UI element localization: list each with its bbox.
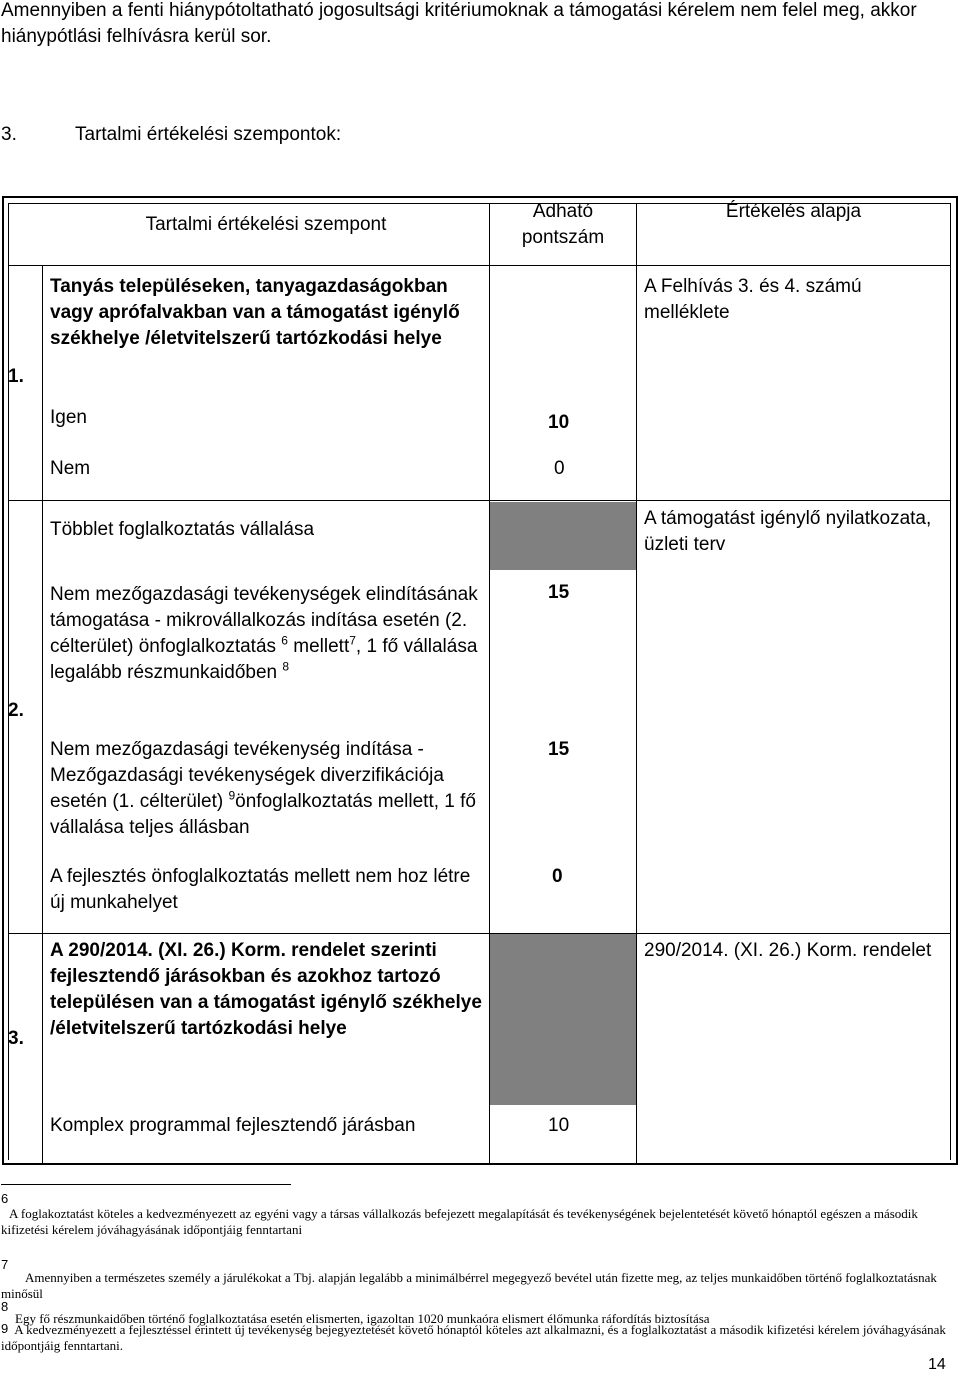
option-label: Nem <box>50 458 91 479</box>
criterion-title: Tanyás településeken, tanyagazdaságokban vagy aprófalvakban van a támogatást igénylő székhelye /életvitelszerű tartózkodási helye <box>50 276 460 349</box>
section-title: Tartalmi értékelési szempontok: <box>75 124 342 145</box>
criterion-title: Többlet foglalkoztatás vállalása <box>50 519 315 540</box>
footnote: 7 Amennyiben a természetes személy a járulékokat a Tbj. alapján legalább a minimálbérrel megegyező bevétel után fizette meg, az teljes munkaidőben történő foglalkoztatásnak minősül <box>1 1258 956 1302</box>
intro-paragraph: Amennyiben a fenti hiánypótoltatható jogosultsági kritériumoknak a támogatási kérelem nem felel meg, akkor hiánypótlási felhívásra kerül sor. <box>1 0 917 47</box>
footnote-ref: 8 <box>282 659 290 674</box>
evaluation-basis: A támogatást igénylő nyilatkozata, üzleti terv <box>644 508 932 555</box>
footnote-ref: 6 <box>281 633 288 648</box>
header-basis: Értékelés alapja <box>725 201 862 222</box>
option-text: Nem mezőgazdasági tevékenység indítása - Mezőgazdasági tevékenységek diverzifikációja esetén (1. célterület) $^9$önfoglalkoztatás mellett, 1 fő vállalása teljes állásban <box>50 739 476 838</box>
header-criterion: Tartalmi értékelési szempont <box>145 214 387 235</box>
option-points: 10 <box>548 1115 570 1136</box>
row-number: 2. <box>8 700 24 721</box>
header-points: Adható pontszám <box>521 201 605 248</box>
option-label: Igen <box>50 407 87 428</box>
option-points: 10 <box>548 412 570 433</box>
footnote: 6 A foglakoztatást köteles a kedvezményezett az egyéni vagy a társas vállalkozás befejezett megalapítását és tevékenységének bejelentetését követő hónaptól egészen a második kifizetési kérelem jóváhagyásának időpontjáig fenntartani <box>1 1192 956 1238</box>
option-points: 15 <box>548 582 570 603</box>
evaluation-basis: A Felhívás 3. és 4. számú melléklete <box>644 276 862 323</box>
gray-cell <box>490 934 636 1105</box>
footnote: 9 A kedvezményezett a fejlesztéssel érintett új tevékenység bejegyeztetését követő hónaptól köteles azt alkalmazni, és a foglalkoztatást a második kifizetési kérelem jóváhagyásának időpontjáig fenntartani. <box>1 1321 946 1353</box>
footnote-separator <box>1 1184 291 1185</box>
criterion-title: A 290/2014. (XI. 26.) Korm. rendelet szerinti fejlesztendő járásokban és azokhoz tartozó településen van a támogatást igénylő székhelye /életvitelszerű tartózkodási helye <box>50 940 482 1039</box>
page-number: 14 <box>928 1356 946 1373</box>
option-points: 0 <box>554 458 565 479</box>
option-points: 15 <box>548 739 570 760</box>
evaluation-basis: 290/2014. (XI. 26.) Korm. rendelet <box>644 940 932 961</box>
footnote-ref: 7 <box>349 633 356 648</box>
footnote-ref: 9 <box>228 788 236 803</box>
option-label: Komplex programmal fejlesztendő járásban <box>50 1115 416 1136</box>
footnote-number: 6 <box>1 1191 9 1206</box>
footnote: 8 Egy fő részmunkaidőben történő foglalkoztatása esetén elismerten, igazoltan 1020 munkaóra elismert élőmunka ráfordítás biztosítása <box>1 1299 710 1326</box>
footnote-number: 8 <box>1 1299 9 1314</box>
option-text: Nem mezőgazdasági tevékenységek elindításának támogatása - mikrovállalkozás indítása esetén (2. célterület) önfoglalkoztatás $^6$ mellett$^7$, 1 fő vállalása legalább részmunkaidőben $^8$ <box>50 584 478 683</box>
option-text: A fejlesztés önfoglalkoztatás mellett nem hoz létre új munkahelyet <box>50 866 471 913</box>
gray-cell <box>490 502 636 570</box>
footnote-number: 7 <box>1 1257 9 1272</box>
footnote-number: 9 <box>1 1321 9 1336</box>
option-points: 0 <box>552 866 563 887</box>
section-number: 3. <box>1 124 17 145</box>
row-number: 1. <box>8 366 24 387</box>
row-number: 3. <box>8 1028 24 1049</box>
